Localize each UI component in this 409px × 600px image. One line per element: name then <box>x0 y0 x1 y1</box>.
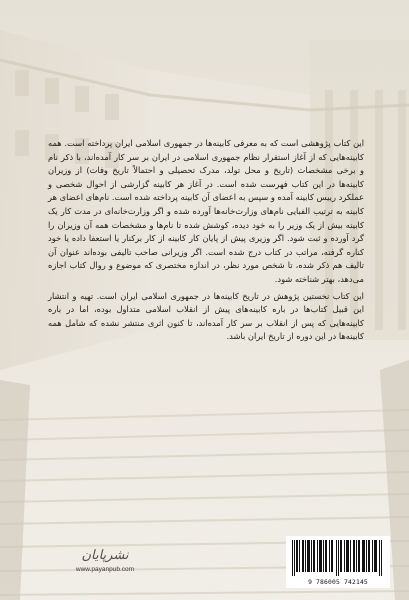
book-description <box>48 137 364 347</box>
isbn-barcode <box>286 536 390 588</box>
barcode-icon <box>292 540 384 576</box>
description-paragraph-1: این کتاب پژوهشی است که به معرفی کابینه‌ها در جمهوری اسلامی ایران پرداخته است. همه کابینه‌هایی که از آغاز استقرار نظام جمهوری اسلامی در ایران بر سر کار آمده‌اند، با ذکر نام و برخی مشخصات (تاریخ و محل تولد، مدرک تحصیلی و احتمالاً تاریخ وفات) از وزیران کابینه‌ها در این کتاب فهرست شده است. در آغاز هر کابینه گزارشی از احوال شخصی و عملکرد رییس کابینه آمده و سپس به اعضای آن کابینه پرداخته شده است. نام‌های اعضای هر کابینه به ترتیب الفبایی نام‌های وزارت‌خانه‌ها آورده شده و اگر وزارت‌خانه‌ای در مدت کار یک کابینه بیش از یک وزیر را به خود دیده، کوشش شده تا نام‌ها و مشخصات همه آن وزیران را گرد آورده و ثبت شود. اگر وزیری پیش از پایان کار کابینه از کار برکنار یا استعفا داده یا خود کناره گرفته، مراتب در کتاب درج شده است. اگر وزیرانی صاحب تالیفی بوده‌اند عنوان آن تالیف هم ذکر شده، تا شخص مورد نظر، در اندازه مختصری که موضوع و روال کتاب اجازه می‌دهد، بهتر شناخته شود. <box>48 138 364 284</box>
publisher-url: www.payanpub.com <box>75 566 135 573</box>
barcode-digits: 9 786005 742145 <box>308 579 368 586</box>
description-paragraph-2: این کتاب نخستین پژوهش در تاریخ کابینه‌ها در جمهوری اسلامی ایران است. تهیه و انتشار این قبیل کتاب‌ها در باره کابینه‌های پیش از انقلاب اسلامی متداول بوده، اما در باره کابینه‌هایی که پس از انقلاب بر سر کار آمده‌اند، تا کنون اثری منتشر نشده که شامل همه کابینه‌ها در این دوره از تاریخ ایران باشد. <box>48 290 364 342</box>
publisher-logo: نشرپایان <box>81 548 129 563</box>
publisher-block <box>60 548 150 573</box>
